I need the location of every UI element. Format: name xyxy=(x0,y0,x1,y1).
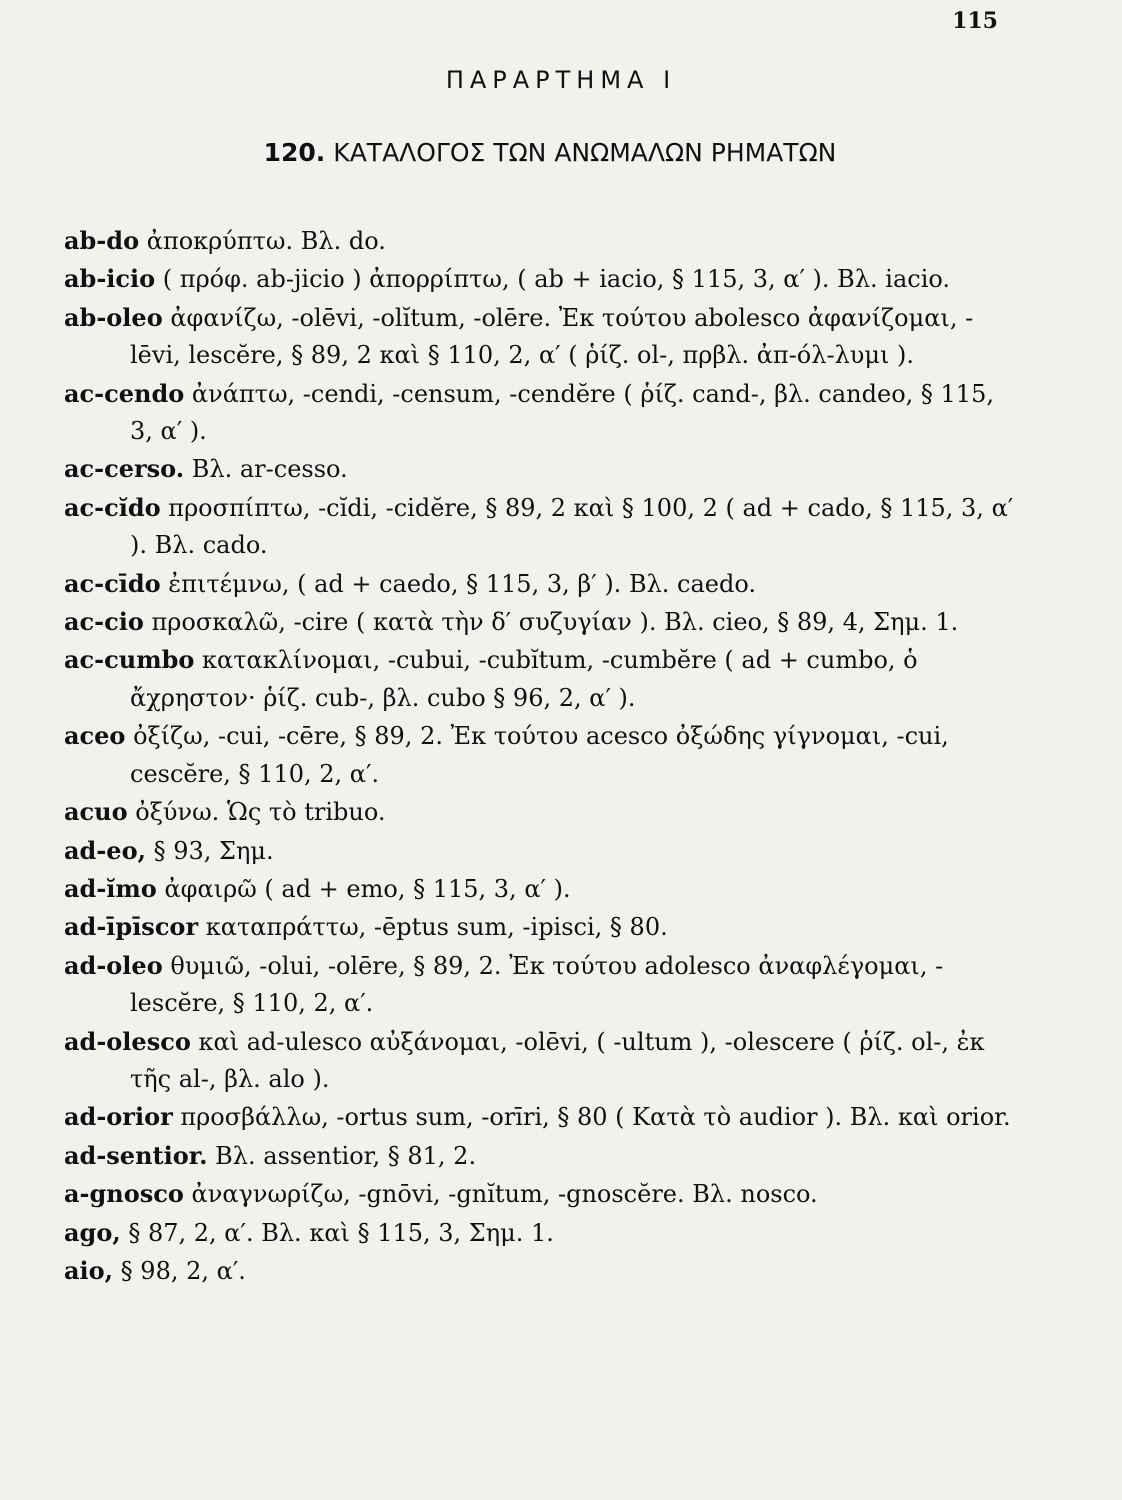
entry-definition: προσβάλλω, -ortus sum, -orīri, § 80 ( Κατὰ τὸ audior ). Βλ. καὶ orior. xyxy=(180,1103,1011,1132)
entry-headword: ac-cerso. xyxy=(64,454,185,484)
entry-definition: Βλ. ar-cesso. xyxy=(191,455,348,484)
verb-entry xyxy=(64,908,1014,946)
verb-entry xyxy=(64,870,1014,908)
entry-headword: ad-oleo xyxy=(64,950,163,980)
entry-definition: ἀφανίζω, -olēvi, -olĭtum, -olēre. Ἐκ τούτου abolesco ἀφανίζομαι, -lēvi, lescĕre, § 89, 2 καὶ § 110, 2, α′ ( ῥίζ. ol-, πρβλ. ἀπ-όλ-λυμι ). xyxy=(130,303,974,370)
entry-headword: ad-īpīscor xyxy=(64,912,199,942)
entry-headword: ac-cumbo xyxy=(64,645,195,675)
verb-entry xyxy=(64,603,1014,641)
verb-entry xyxy=(64,375,1014,451)
entry-definition: § 93, Σημ. xyxy=(153,836,274,865)
verb-entry xyxy=(64,1214,1014,1252)
verb-entry xyxy=(64,222,1014,260)
entry-definition: καὶ ad-ulesco αὐξάνομαι, -olēvi, ( -ultum ), -olescere ( ῥίζ. ol-, ἐκ τῆς al-, βλ. alo ). xyxy=(130,1027,985,1093)
section-number: 120. xyxy=(263,138,326,167)
entry-headword: ac-cendo xyxy=(64,378,185,408)
entry-headword: ab-oleo xyxy=(64,302,163,332)
verb-entry xyxy=(64,717,1014,793)
entry-definition: προσκαλῶ, -cire ( κατὰ τὴν δ′ συζυγίαν ). Βλ. cieo, § 89, 4, Σημ. 1. xyxy=(151,608,959,637)
entry-definition: ἀποκρύπτω. Βλ. do. xyxy=(146,227,386,255)
verb-entry xyxy=(64,832,1014,870)
verb-entry xyxy=(64,947,1014,1023)
entry-definition: κατακλίνομαι, -cubui, -cubĭtum, -cumbĕre ( ad + cumbo, ὁ ἄχρηστον· ῥίζ. cub-, βλ. cubo § 96, 2, α′ ). xyxy=(130,646,918,712)
verb-entry xyxy=(64,489,1014,565)
entry-headword: ab-icio xyxy=(64,264,156,294)
entry-definition: ἀνάπτω, -cendi, -censum, -cendĕre ( ῥίζ. cand-, βλ. candeo, § 115, 3, α′ ). xyxy=(130,379,994,446)
entry-definition: ὀξύνω. Ὡς τὸ tribuo. xyxy=(135,798,386,827)
verb-entry-list xyxy=(64,222,1014,1290)
entry-definition: θυμιῶ, -olui, -olēre, § 89, 2. Ἐκ τούτου adolesco ἀναφλέγομαι, -lescĕre, § 110, 2, α′. xyxy=(130,951,944,1018)
entry-headword: ad-orior xyxy=(64,1102,173,1132)
section-heading xyxy=(0,138,1100,167)
entry-definition: § 98, 2, α′. xyxy=(120,1256,246,1285)
entry-definition: ἀφαιρῶ ( ad + emo, § 115, 3, α′ ). xyxy=(164,874,571,903)
entry-headword: aceo xyxy=(64,721,126,751)
entry-definition: Βλ. assentior, § 81, 2. xyxy=(215,1141,477,1170)
page-number: 115 xyxy=(952,8,998,34)
entry-definition: ὀξίζω, -cui, -cēre, § 89, 2. Ἐκ τούτου acesco ὀξώδης γίγνομαι, -cui, cescĕre, § 110, 2, α′. xyxy=(130,722,949,788)
entry-headword: ac-cio xyxy=(64,607,144,637)
entry-headword: ac-cĭdo xyxy=(64,492,161,522)
entry-definition: § 87, 2, α′. Βλ. καὶ § 115, 3, Σημ. 1. xyxy=(128,1218,554,1247)
verb-entry xyxy=(64,260,1014,298)
entry-headword: a-gnosco xyxy=(64,1179,184,1209)
entry-definition: ἐπιτέμνω, ( ad + caedo, § 115, 3, β′ ). Βλ. caedo. xyxy=(168,569,757,598)
entry-definition: καταπράττω, -ēptus sum, -ipisci, § 80. xyxy=(205,913,668,942)
verb-entry xyxy=(64,793,1014,831)
verb-entry xyxy=(64,299,1014,375)
verb-entry xyxy=(64,1023,1014,1099)
verb-entry xyxy=(64,641,1014,717)
entry-headword: ad-olesco xyxy=(64,1026,191,1056)
entry-headword: ad-eo, xyxy=(64,835,146,865)
verb-entry xyxy=(64,565,1014,603)
entry-headword: ad-sentior. xyxy=(64,1140,208,1170)
verb-entry xyxy=(64,450,1014,488)
entry-definition: προσπίπτω, -cĭdi, -cidĕre, § 89, 2 καὶ § 100, 2 ( ad + cado, § 115, 3, α′ ). Βλ. cado. xyxy=(130,493,1014,560)
entry-definition: ( πρόφ. ab-jicio ) ἀπορρίπτω, ( ab + iacio, § 115, 3, α′ ). Βλ. iacio. xyxy=(162,265,951,294)
section-title: ΚΑΤΑΛΟΓΟΣ ΤΩΝ ΑΝΩΜΑΛΩΝ ΡΗΜΑΤΩΝ xyxy=(333,138,837,167)
entry-headword: ad-ĭmo xyxy=(64,873,157,903)
entry-definition: ἀναγνωρίζω, -gnōvi, -gnĭtum, -gnoscĕre. Βλ. nosco. xyxy=(191,1180,818,1209)
verb-entry xyxy=(64,1175,1014,1213)
entry-headword: ab-do xyxy=(64,226,140,255)
verb-entry xyxy=(64,1098,1014,1136)
entry-headword: ago, xyxy=(64,1217,121,1247)
entry-headword: ac-cīdo xyxy=(64,568,161,598)
verb-entry xyxy=(64,1252,1014,1290)
verb-entry xyxy=(64,1137,1014,1175)
entry-headword: aio, xyxy=(64,1255,114,1285)
entry-headword: acuo xyxy=(64,797,128,827)
appendix-title: ΠΑΡΑΡΤΗΜΑ Ι xyxy=(445,66,677,94)
